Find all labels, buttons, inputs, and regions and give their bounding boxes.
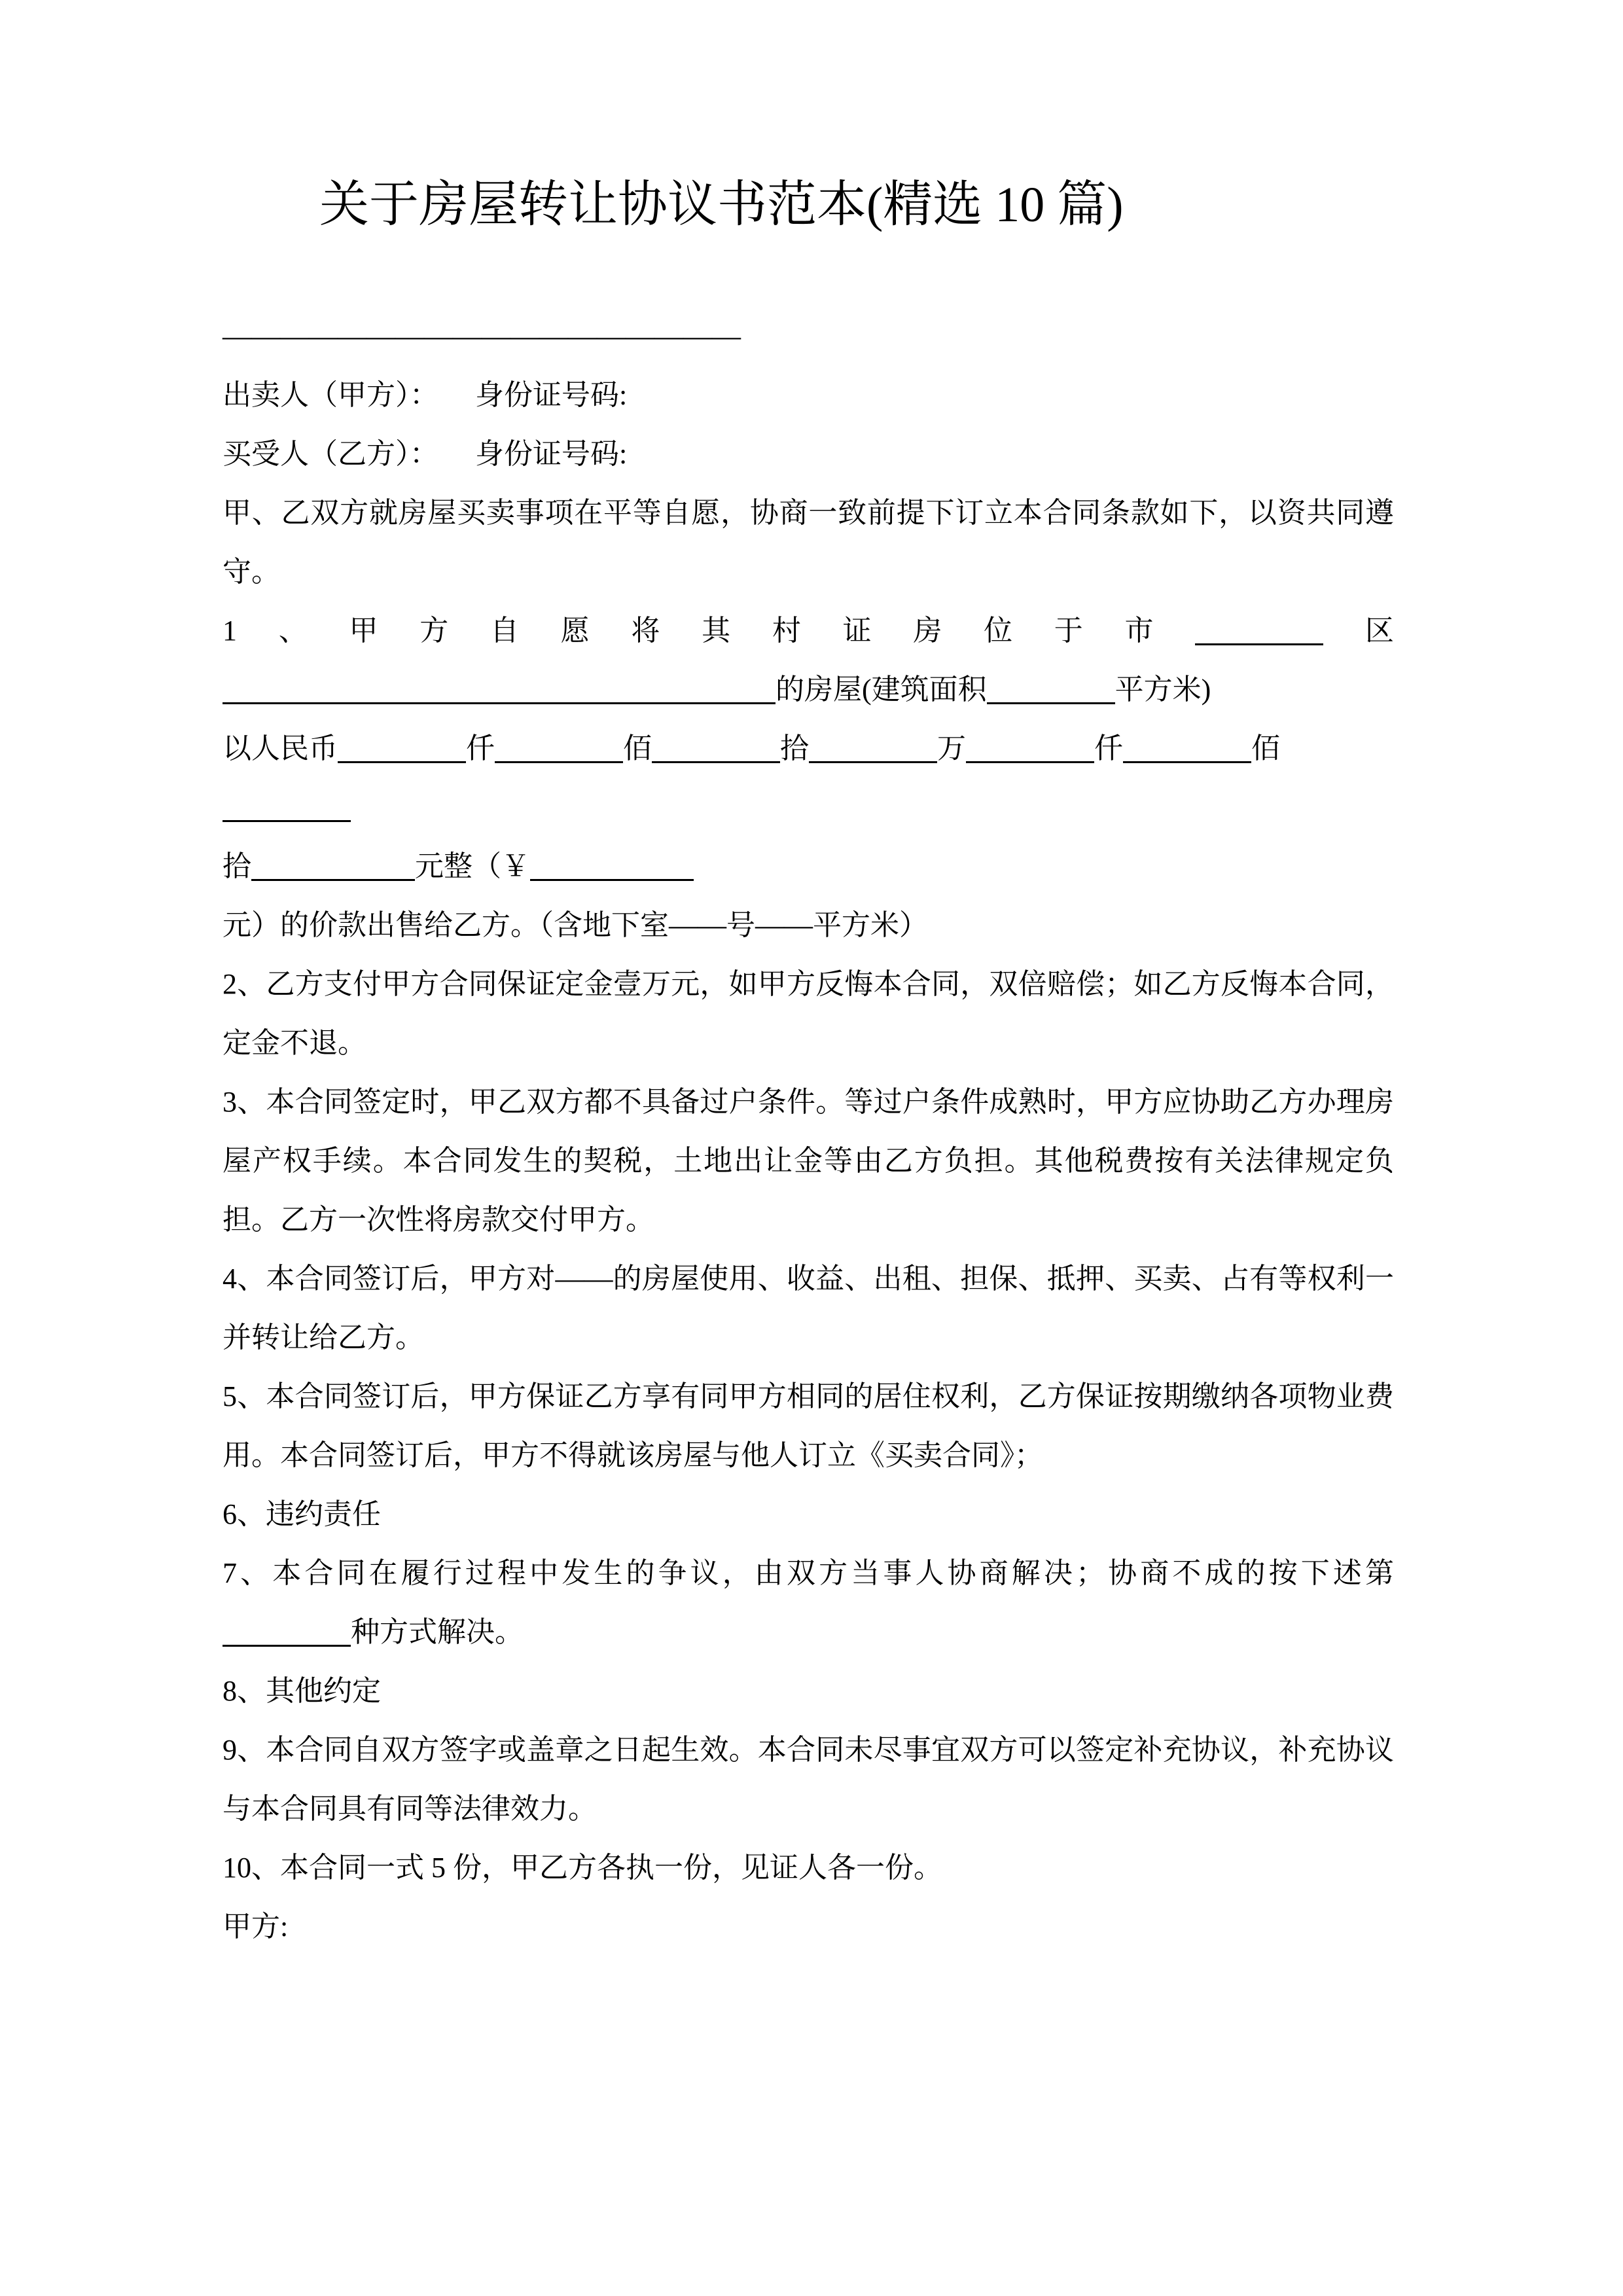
blank-amount-bai-2[interactable] xyxy=(1123,728,1251,763)
unit-qian-2: 仟 xyxy=(1094,732,1123,765)
blank-amount-shi-2[interactable] xyxy=(251,846,415,881)
unit-qian-1: 仟 xyxy=(466,732,495,765)
blank-amount-qian-1[interactable] xyxy=(338,728,466,763)
clause-7-text-a: 7、本合同在履行过程中发生的争议，由双方当事人协商解决；协商不成的按下述第 xyxy=(223,1557,1394,1590)
blank-city-district[interactable] xyxy=(1195,611,1323,645)
blank-amount-tail[interactable] xyxy=(223,787,351,822)
unit-wan: 万 xyxy=(937,732,966,765)
blank-amount-bai-1[interactable] xyxy=(495,728,623,763)
clause-1-line2-tail: 平方米) xyxy=(1115,673,1211,706)
signature-party-a: 甲方: xyxy=(223,1910,289,1943)
blank-amount-shi-1[interactable] xyxy=(652,728,780,763)
clause-9-paragraph: 9、本合同自双方签字或盖章之日起生效。本合同未尽事宜双方可以签定补充协议，补充协议与本合同具有同等法律效力。 xyxy=(223,1734,1394,1825)
blank-dispute-method[interactable] xyxy=(223,1612,351,1647)
unit-shi-1: 拾 xyxy=(780,732,809,765)
clause-1-suffix: 区 xyxy=(1323,615,1394,647)
page-title: 关于房屋转让协议书范本(精选 10 篇) xyxy=(319,177,1124,232)
blank-building-area[interactable] xyxy=(987,670,1115,704)
party-seller-line xyxy=(223,366,1394,425)
preamble-paragraph: 甲、乙双方就房屋买卖事项在平等自愿，协商一致前提下订立本合同条款如下，以资共同遵守。 xyxy=(223,497,1394,588)
blank-amount-wan[interactable] xyxy=(809,728,937,763)
clause-8-paragraph: 8、其他约定 xyxy=(223,1675,381,1708)
clause-1-line2-suffix: 的房屋(建筑面积 xyxy=(776,673,987,706)
clause-1-prefix: 1、甲方自愿将其村证房位于市 xyxy=(223,615,1196,647)
clause-7-text-b: 种方式解决。 xyxy=(351,1616,524,1649)
clause-1-line-4-amount-cont xyxy=(223,837,1394,896)
clause-2-paragraph: 2、乙方支付甲方合同保证定金壹万元，如甲方反悔本合同，双倍赔偿；如乙方反悔本合同，定金不退。 xyxy=(223,968,1394,1060)
clause-6-paragraph: 6、违约责任 xyxy=(223,1498,381,1531)
blank-amount-numeric[interactable] xyxy=(530,846,694,881)
party-buyer-id-label: 身份证号码: xyxy=(475,438,628,471)
clause-1-line-1 xyxy=(223,601,1394,660)
clause-7-paragraph xyxy=(223,1544,1394,1662)
unit-shi-2: 拾 xyxy=(223,850,251,883)
document-content xyxy=(223,0,1394,1956)
clause-10-paragraph: 10、本合同一式 5 份，甲乙方各执一份，见证人各一份。 xyxy=(223,1852,942,1884)
blank-amount-qian-2[interactable] xyxy=(966,728,1094,763)
clause-1-line-2 xyxy=(223,660,1394,719)
clause-1-line-5: 元）的价款出售给乙方。（含地下室——号——平方米） xyxy=(223,909,928,942)
section-separator: —————————————————— xyxy=(223,320,741,353)
party-buyer-label: 买受人（乙方）： xyxy=(223,438,438,471)
party-seller-id-label: 身份证号码: xyxy=(475,379,628,412)
amount-yuan-label: 元整（￥ xyxy=(415,850,530,883)
amount-prefix: 以人民币 xyxy=(223,732,338,765)
unit-bai-2: 佰 xyxy=(1251,732,1280,765)
blank-address[interactable] xyxy=(223,670,776,704)
clause-1-line-3-amount xyxy=(223,719,1394,837)
party-buyer-line xyxy=(223,425,1394,484)
clause-3-paragraph: 3、本合同签定时，甲乙双方都不具备过户条件。等过户条件成熟时，甲方应协助乙方办理房屋产权手续。本合同发生的契税，土地出让金等由乙方负担。其他税费按有关法律规定负担。乙方一次性将房款交付甲方。 xyxy=(223,1086,1394,1236)
party-seller-label: 出卖人（甲方）： xyxy=(223,379,438,412)
unit-bai-1: 佰 xyxy=(623,732,652,765)
clause-4-paragraph: 4、本合同签订后，甲方对——的房屋使用、收益、出租、担保、抵押、买卖、占有等权利一并转让给乙方。 xyxy=(223,1263,1394,1354)
clause-5-paragraph: 5、本合同签订后，甲方保证乙方享有同甲方相同的居住权利，乙方保证按期缴纳各项物业费用。本合同签订后，甲方不得就该房屋与他人订立《买卖合同》； xyxy=(223,1380,1394,1472)
